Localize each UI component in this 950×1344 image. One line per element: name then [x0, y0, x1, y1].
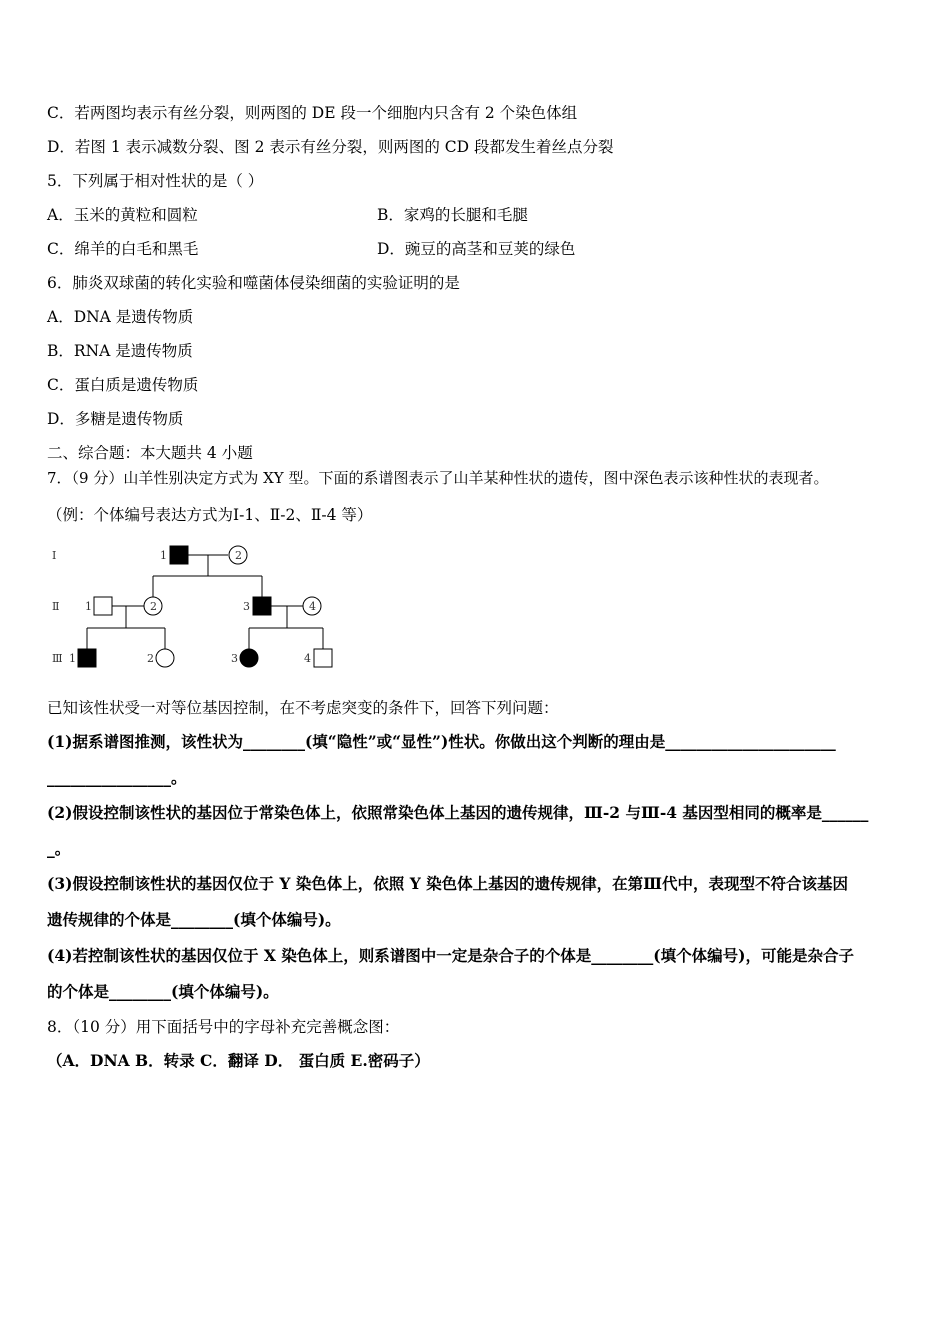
option-c-line: C．若两图均表示有丝分裂，则两图的 DE 段一个细胞内只含有 2 个染色体组: [47, 104, 578, 122]
section-heading: 二、综合题：本大题共 4 小题: [47, 444, 253, 462]
II-3-affected-male: [253, 597, 271, 615]
label-III4: 4: [304, 652, 311, 665]
part-2-line-a: (2)假设控制该性状的基因位于常染色体上，依照常染色体上基因的遗传规律，Ⅲ-2 与Ⅲ-4 基因型相同的概率是______: [47, 803, 869, 822]
III-1-affected-male: [78, 649, 96, 667]
pedigree-chart: [40, 540, 350, 680]
q6-option-d: D．多糖是遗传物质: [47, 410, 184, 428]
gen-label-3: Ⅲ: [52, 652, 63, 665]
label-II1: 1: [85, 600, 92, 613]
label-I1: 1: [160, 549, 167, 562]
q5-option-b: B．家鸡的长腿和毛腿: [377, 206, 528, 224]
part-4-line-a: (4)若控制该性状的基因仅位于 X 染色体上，则系谱图中一定是杂合子的个体是________(填个体编号)，可能是杂合子: [47, 946, 854, 965]
part-2-line-b: _。: [47, 839, 71, 858]
label-II3: 3: [243, 600, 250, 613]
label-III2: 2: [147, 652, 154, 665]
q5-option-c: C．绵羊的白毛和黑毛: [47, 240, 199, 258]
part-3-line-b: 遗传规律的个体是________(填个体编号)。: [47, 910, 341, 929]
III-3-affected-female: [240, 649, 258, 667]
question-7: 7．（9 分）山羊性别决定方式为 XY 型。下面的系谱图表示了山羊某种性状的遗传，图中深色表示该种性状的表现者。: [47, 469, 829, 487]
part-3-line-a: (3)假设控制该性状的基因仅位于 Y 染色体上，依照 Y 染色体上基因的遗传规律，在第Ⅲ代中，表现型不符合该基因: [47, 874, 849, 893]
label-III3: 3: [231, 652, 238, 665]
q6-option-b: B．RNA 是遗传物质: [47, 342, 193, 360]
label-I2: 2: [235, 549, 242, 562]
q6-option-c: C．蛋白质是遗传物质: [47, 376, 199, 394]
question-5: 5．下列属于相对性状的是（ ）: [47, 172, 264, 190]
q6-option-a: A．DNA 是遗传物质: [47, 308, 194, 326]
gen-label-2: Ⅱ: [52, 600, 60, 613]
part-1-line-a: (1)据系谱图推测，该性状为________(填“隐性”或“显性”)性状。你做出这个判断的理由是______________________: [47, 732, 836, 751]
I-1-affected-male: [170, 546, 188, 564]
part-1-line-b: ________________。: [47, 768, 187, 787]
III-4-unaffected-male: [314, 649, 332, 667]
q8-options: （A．DNA B．转录 C．翻译 D． 蛋白质 E.密码子）: [47, 1051, 430, 1070]
part-4-line-b: 的个体是________(填个体编号)。: [47, 982, 279, 1001]
q5-option-d: D．豌豆的高茎和豆荚的绿色: [377, 240, 576, 258]
label-II2: 2: [150, 600, 157, 613]
gen-label-1: Ⅰ: [52, 549, 57, 562]
label-III1: 1: [69, 652, 76, 665]
label-II4: 4: [309, 600, 316, 613]
question-6: 6．肺炎双球菌的转化实验和噬菌体侵染细菌的实验证明的是: [47, 274, 460, 292]
option-d-line: D．若图 1 表示减数分裂、图 2 表示有丝分裂，则两图的 CD 段都发生着丝点分裂: [47, 138, 614, 156]
III-2-unaffected-female: [156, 649, 174, 667]
II-1-unaffected-male: [94, 597, 112, 615]
question-8: 8．（10 分）用下面括号中的字母补充完善概念图：: [47, 1018, 400, 1036]
q5-option-a: A．玉米的黄粒和圆粒: [47, 206, 198, 224]
known-condition: 已知该性状受一对等位基因控制，在不考虑突变的条件下，回答下列问题：: [47, 699, 559, 717]
q7-note: （例：个体编号表达方式为Ⅰ-1、Ⅱ-2、Ⅱ-4 等）: [47, 506, 373, 524]
